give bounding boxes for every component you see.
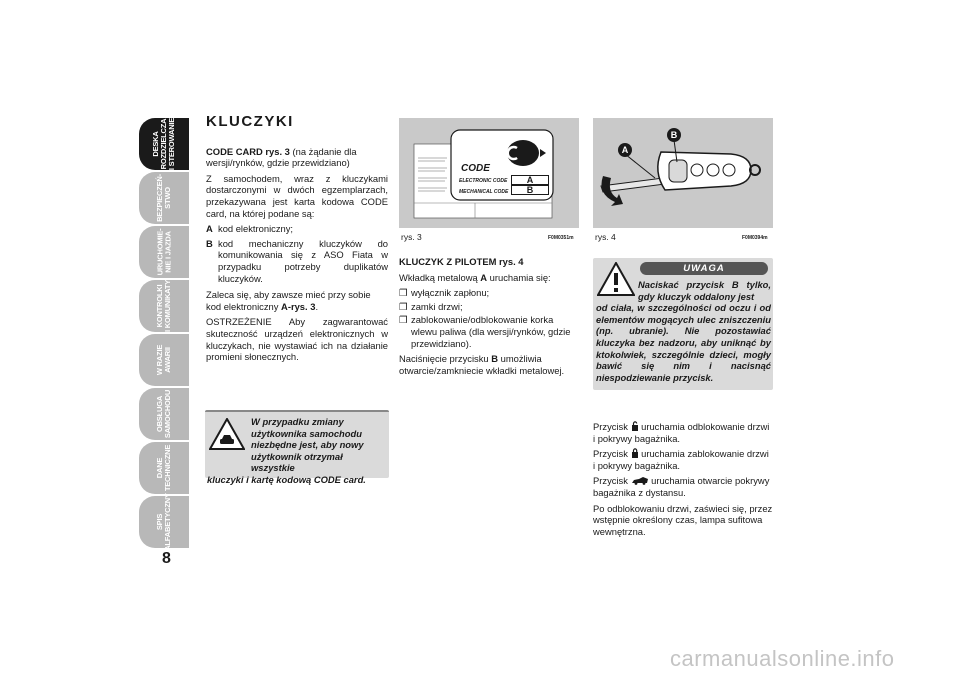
watermark: carmanualsonline.info bbox=[670, 646, 895, 671]
list-item: B kod mechaniczny kluczyków do komunikowania się z ASO Fiata w przypadku potrzeby duplikatów kluczyków. bbox=[206, 237, 388, 284]
fig4-caption: rys. 4 bbox=[595, 232, 616, 242]
right-column bbox=[593, 421, 773, 541]
middle-column bbox=[399, 256, 579, 380]
left-column bbox=[206, 113, 388, 367]
keep-code-paragraph: Zaleca się, aby zawsze mieć przy sobie kod elektroniczny A-rys. 3. bbox=[206, 289, 371, 312]
electronic-code-box: A bbox=[511, 175, 549, 185]
intro-paragraph: Z samochodem, wraz z kluczykami dostarczonymi w dwóch egzemplarzach, przekazywana jest karta kodowa CODE card, na której podane są: bbox=[206, 172, 388, 219]
remote-key-illustration bbox=[593, 118, 773, 228]
list-item: ❒ zablokowanie/odblokowanie korka wlewu paliwa (dla wersji/rynków, gdzie przewidziano). bbox=[399, 314, 571, 349]
lock-paragraph: Przycisk uruchamia zablokowanie drzwi i pokrywy bagażnika. bbox=[593, 448, 769, 471]
tab-kontrolki[interactable]: KONTROLKI I KOMUNIKATY bbox=[139, 280, 189, 332]
uwaga-header: UWAGA bbox=[640, 262, 768, 275]
electronic-code-label: ELECTRONIC CODE bbox=[459, 178, 508, 184]
tab-obsluga[interactable]: OBSŁUGA SAMOCHODU bbox=[139, 388, 189, 440]
list-item: ❒ zamki drzwi; bbox=[399, 300, 463, 312]
caution-paragraph: OSTRZEŻENIE Aby zagwarantować skuteczność urządzeń elektronicznych w kluczykach, nie wystawiać ich na działanie promieni słonecznych. bbox=[206, 316, 388, 363]
lock-icon bbox=[631, 448, 639, 458]
tab-deska-rozdzielcza[interactable]: DESKA ROZDZIELCZA I STEROWANIE bbox=[139, 118, 189, 170]
fig4-label-b: B bbox=[670, 130, 678, 140]
fig4-label-a: A bbox=[621, 145, 629, 155]
unlock-paragraph: Przycisk uruchamia odblokowanie drzwi i pokrywy bagażnika. bbox=[593, 421, 770, 444]
tab-bezpieczenstwo[interactable]: BEZPIECZEŃ- STWO bbox=[139, 172, 189, 224]
figure-code-card bbox=[399, 118, 579, 228]
insert-intro: Wkładką metalową A uruchamia się: bbox=[399, 271, 551, 283]
fig4-code: F0M0394m bbox=[742, 235, 768, 241]
card-title: CODE bbox=[461, 163, 490, 174]
trunk-open-icon bbox=[631, 476, 649, 485]
mechanical-code-label: MECHANICAL CODE bbox=[459, 189, 509, 195]
code-card-heading: CODE CARD rys. 3 bbox=[206, 145, 290, 157]
section-title: KLUCZYKI bbox=[206, 113, 294, 130]
tab-w-razie-awarii[interactable]: W RAZIE AWARII bbox=[139, 334, 189, 386]
uwaga-warning: Naciskać przycisk B tylko, gdy kluczyk oddalony jest od ciała, w szczególności od oczu i od elementów mogących ulec zniszczeniu (np. ubranie). Nie pozostawiać kluczyka bez nadzoru, aby uniknąć by ktokolwiek, szczególnie dzieci, mogły bawić się nim i nacisnąć niespodziewanie przycisk. bbox=[593, 258, 773, 390]
figure-remote-key bbox=[593, 118, 773, 228]
fig3-code: F0M0351m bbox=[548, 235, 574, 241]
unlock-icon bbox=[631, 421, 639, 431]
user-change-warning: W przypadku zmiany użytkownika samochodu niezbędne jest, aby nowy użytkownik otrzymał wszystkie kluczyki i kartę kodową CODE card. bbox=[205, 410, 389, 478]
fig3-caption: rys. 3 bbox=[401, 232, 422, 242]
tab-spis-alfabetyczny[interactable]: SPIS ALFABETYCZNY bbox=[139, 496, 189, 548]
trunk-paragraph: Przycisk uruchamia otwarcie pokrywy bagażnika z dystansu. bbox=[593, 475, 770, 498]
tab-uruchomienie[interactable]: URUCHOMIE- NIE I JAZDA bbox=[139, 226, 189, 278]
ceiling-lamp-paragraph: Po odblokowaniu drzwi, zaświeci się, przez wstępnie określony czas, lampa sufitowa wewnętrzna. bbox=[593, 502, 773, 537]
page-number: 8 bbox=[162, 550, 171, 567]
press-b-paragraph: Naciśnięcie przycisku B umożliwia otwarcie/zamkniecie wkładki metalowej. bbox=[399, 353, 565, 376]
code-card-paragraph: CODE CARD rys. 3 (na żądanie dla wersji/rynków, gdzie przewidziano) bbox=[206, 145, 357, 169]
list-item: A kod elektroniczny; bbox=[206, 223, 294, 235]
remote-key-heading: KLUCZYK Z PILOTEM rys. 4 bbox=[399, 256, 524, 267]
list-item: ❒ wyłącznik zapłonu; bbox=[399, 287, 490, 299]
mechanical-code-box: B bbox=[511, 185, 549, 195]
tab-dane-techniczne[interactable]: DANE TECHNICZNE bbox=[139, 442, 189, 494]
